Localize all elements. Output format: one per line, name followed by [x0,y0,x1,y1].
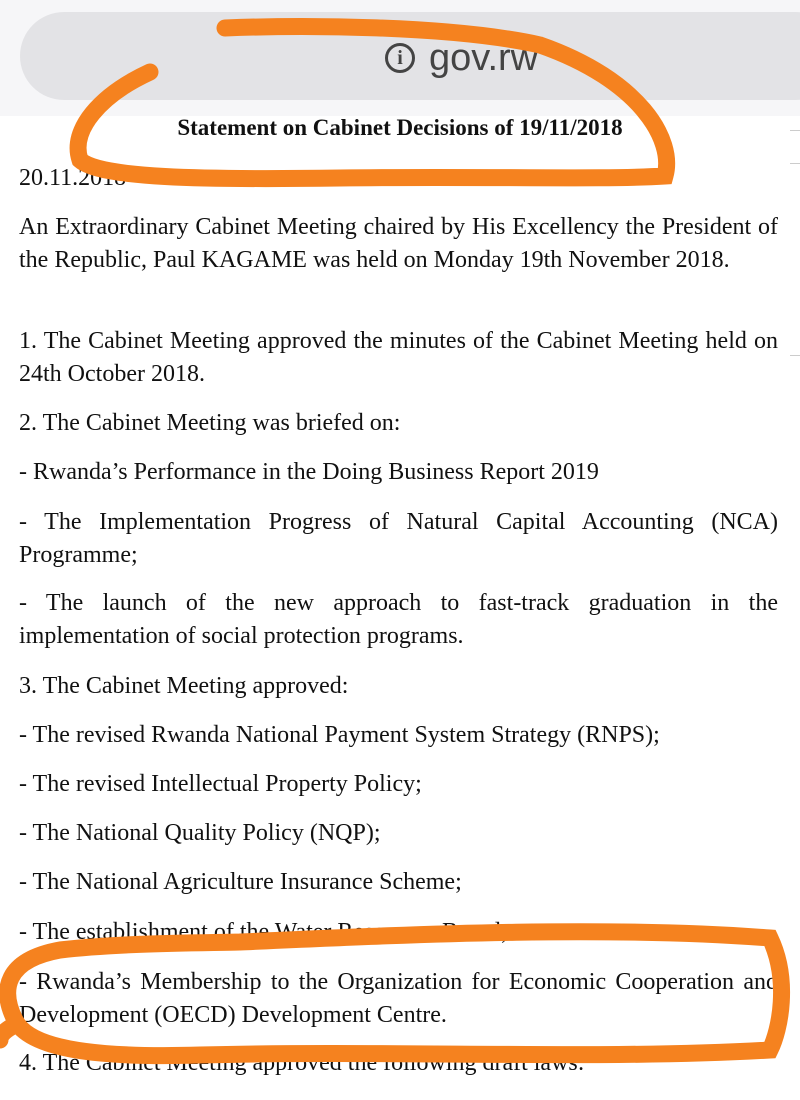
paragraph-item-1: 1. The Cabinet Meeting approved the minutes of the Cabinet Meeting held on 24th October 2018. [19,328,778,387]
info-icon[interactable]: i [385,43,415,73]
list-item: - Rwanda’s Performance in the Doing Business Report 2019 [19,459,599,485]
paragraph-intro: An Extraordinary Cabinet Meeting chaired by His Excellency the President of the Republic, Paul KAGAME was held on Monday 19th November 2018. [19,214,778,273]
document-title: Statement on Cabinet Decisions of 19/11/2018 [177,115,623,140]
paragraph-item-4: 4. The Cabinet Meeting approved the following draft laws: [19,1050,585,1076]
list-item: - The launch of the new approach to fast-track graduation in the implementation of social protection programs. [19,590,778,649]
list-item: - The revised Intellectual Property Policy; [19,771,422,797]
list-item: - The revised Rwanda National Payment System Strategy (RNPS); [19,722,660,748]
document-date: 20.11.2018 [19,165,127,191]
list-item: - The establishment of the Water Resources Board; [19,919,508,945]
paragraph-item-3: 3. The Cabinet Meeting approved: [19,673,349,699]
sidebar-edge-divider [790,163,800,164]
paragraph-item-2: 2. The Cabinet Meeting was briefed on: [19,410,401,436]
list-item: - The National Quality Policy (NQP); [19,820,381,846]
domain-text: gov.rw [429,37,539,79]
url-display[interactable] [385,36,538,80]
list-item-highlighted: - Rwanda’s Membership to the Organization for Economic Cooperation and Development (OECD) Development Centre. [19,969,778,1028]
list-item: - The National Agriculture Insurance Scheme; [19,869,462,895]
list-item: - The Implementation Progress of Natural Capital Accounting (NCA) Programme; [19,509,778,568]
sidebar-edge-divider [790,355,800,356]
browser-toolbar [0,0,800,116]
